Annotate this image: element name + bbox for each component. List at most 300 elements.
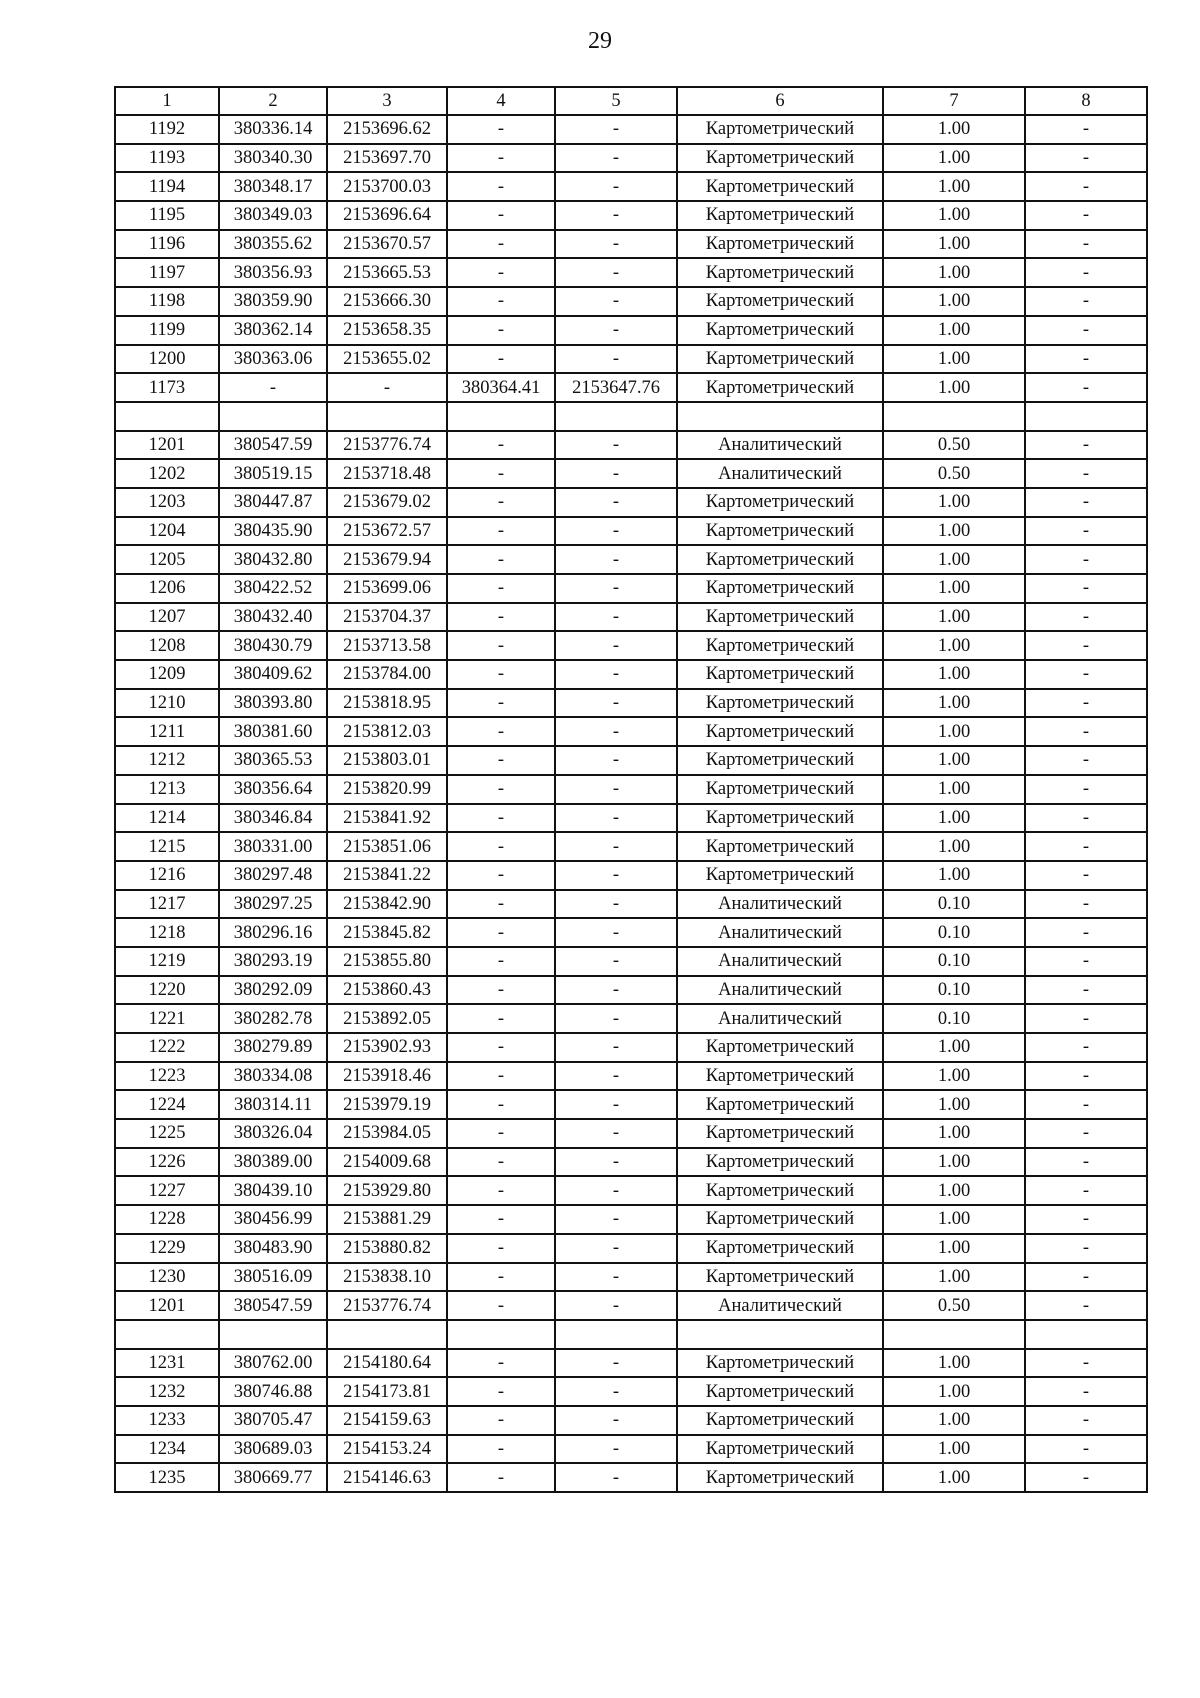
y-coordinate-cell: 2153842.90 [327, 890, 447, 919]
x-coordinate-cell: 380547.59 [219, 1291, 327, 1320]
x-coordinate-cell [219, 402, 327, 431]
determination-method-cell: Картометрический [677, 1119, 883, 1148]
y-coordinate-alt-cell: - [555, 1148, 677, 1177]
point-number-cell: 1228 [115, 1205, 219, 1234]
x-coordinate-alt-cell: - [447, 172, 555, 201]
table-row [115, 631, 1147, 660]
x-coordinate-cell: 380296.16 [219, 918, 327, 947]
x-coordinate-cell: 380363.06 [219, 345, 327, 374]
x-coordinate-alt-cell: - [447, 201, 555, 230]
note-cell: - [1025, 1062, 1147, 1091]
determination-method-cell: Аналитический [677, 947, 883, 976]
x-coordinate-alt-cell: - [447, 947, 555, 976]
y-coordinate-cell: 2153776.74 [327, 1291, 447, 1320]
determination-method-cell: Картометрический [677, 1406, 883, 1435]
note-cell: - [1025, 345, 1147, 374]
point-number-cell: 1222 [115, 1033, 219, 1062]
table-row [115, 746, 1147, 775]
y-coordinate-alt-cell: - [555, 804, 677, 833]
point-number-cell: 1220 [115, 976, 219, 1005]
determination-method-cell: Картометрический [677, 1435, 883, 1464]
y-coordinate-cell: 2153803.01 [327, 746, 447, 775]
table-row [115, 689, 1147, 718]
y-coordinate-alt-cell: - [555, 144, 677, 173]
y-coordinate-cell: 2153679.02 [327, 488, 447, 517]
note-cell: - [1025, 574, 1147, 603]
point-number-cell: 1233 [115, 1406, 219, 1435]
table-row [115, 1119, 1147, 1148]
column-header-2: 2 [219, 87, 327, 115]
y-coordinate-cell: 2153699.06 [327, 574, 447, 603]
coordinates-table [114, 86, 1148, 1493]
determination-method-cell: Картометрический [677, 488, 883, 517]
point-number-cell: 1214 [115, 804, 219, 833]
x-coordinate-cell: 380669.77 [219, 1463, 327, 1492]
accuracy-cell: 1.00 [883, 717, 1025, 746]
y-coordinate-alt-cell: - [555, 258, 677, 287]
y-coordinate-alt-cell: - [555, 603, 677, 632]
table-row [115, 1033, 1147, 1062]
point-number-cell: 1230 [115, 1263, 219, 1292]
table-row [115, 201, 1147, 230]
x-coordinate-alt-cell: - [447, 689, 555, 718]
determination-method-cell: Картометрический [677, 1062, 883, 1091]
x-coordinate-alt-cell: - [447, 545, 555, 574]
y-coordinate-cell: 2153845.82 [327, 918, 447, 947]
note-cell: - [1025, 517, 1147, 546]
x-coordinate-alt-cell: - [447, 1062, 555, 1091]
determination-method-cell: Картометрический [677, 1148, 883, 1177]
x-coordinate-cell: 380336.14 [219, 115, 327, 144]
note-cell: - [1025, 832, 1147, 861]
note-cell: - [1025, 890, 1147, 919]
note-cell: - [1025, 316, 1147, 345]
y-coordinate-alt-cell: - [555, 172, 677, 201]
y-coordinate-cell: 2153979.19 [327, 1090, 447, 1119]
accuracy-cell: 1.00 [883, 1263, 1025, 1292]
y-coordinate-cell: 2153776.74 [327, 431, 447, 460]
y-coordinate-cell: 2153679.94 [327, 545, 447, 574]
point-number-cell: 1195 [115, 201, 219, 230]
note-cell: - [1025, 1148, 1147, 1177]
accuracy-cell: 1.00 [883, 488, 1025, 517]
table-row [115, 603, 1147, 632]
x-coordinate-alt-cell: - [447, 660, 555, 689]
x-coordinate-alt-cell: - [447, 1377, 555, 1406]
x-coordinate-cell: 380279.89 [219, 1033, 327, 1062]
x-coordinate-alt-cell: - [447, 1291, 555, 1320]
note-cell: - [1025, 717, 1147, 746]
determination-method-cell: Аналитический [677, 890, 883, 919]
note-cell: - [1025, 459, 1147, 488]
y-coordinate-cell: 2153713.58 [327, 631, 447, 660]
y-coordinate-cell: 2154159.63 [327, 1406, 447, 1435]
table-row [115, 660, 1147, 689]
separator-row [115, 402, 1147, 431]
x-coordinate-cell: 380297.48 [219, 861, 327, 890]
table-row [115, 804, 1147, 833]
note-cell: - [1025, 431, 1147, 460]
x-coordinate-alt-cell: - [447, 976, 555, 1005]
y-coordinate-alt-cell: - [555, 488, 677, 517]
y-coordinate-alt-cell: - [555, 717, 677, 746]
point-number-cell: 1198 [115, 287, 219, 316]
accuracy-cell: 1.00 [883, 345, 1025, 374]
accuracy-cell: 1.00 [883, 287, 1025, 316]
x-coordinate-alt-cell: - [447, 258, 555, 287]
accuracy-cell: 1.00 [883, 631, 1025, 660]
determination-method-cell: Картометрический [677, 373, 883, 402]
x-coordinate-alt-cell [447, 1320, 555, 1349]
table-row [115, 717, 1147, 746]
x-coordinate-alt-cell: - [447, 345, 555, 374]
note-cell: - [1025, 1004, 1147, 1033]
x-coordinate-cell: 380432.40 [219, 603, 327, 632]
note-cell: - [1025, 230, 1147, 259]
header-row [115, 87, 1147, 115]
x-coordinate-cell: 380409.62 [219, 660, 327, 689]
determination-method-cell: Картометрический [677, 603, 883, 632]
point-number-cell: 1225 [115, 1119, 219, 1148]
x-coordinate-cell: 380389.00 [219, 1148, 327, 1177]
x-coordinate-alt-cell: - [447, 804, 555, 833]
accuracy-cell: 1.00 [883, 258, 1025, 287]
x-coordinate-cell: 380762.00 [219, 1349, 327, 1378]
table-row [115, 545, 1147, 574]
accuracy-cell: 1.00 [883, 316, 1025, 345]
table-row [115, 316, 1147, 345]
note-cell: - [1025, 631, 1147, 660]
table-row [115, 832, 1147, 861]
accuracy-cell [883, 1320, 1025, 1349]
x-coordinate-alt-cell: - [447, 775, 555, 804]
x-coordinate-cell: 380362.14 [219, 316, 327, 345]
table-row [115, 861, 1147, 890]
accuracy-cell: 1.00 [883, 517, 1025, 546]
note-cell: - [1025, 144, 1147, 173]
y-coordinate-alt-cell: - [555, 230, 677, 259]
x-coordinate-cell: 380422.52 [219, 574, 327, 603]
column-header-7: 7 [883, 87, 1025, 115]
y-coordinate-cell: 2154180.64 [327, 1349, 447, 1378]
x-coordinate-cell: 380435.90 [219, 517, 327, 546]
y-coordinate-alt-cell: - [555, 1176, 677, 1205]
determination-method-cell: Картометрический [677, 1176, 883, 1205]
point-number-cell: 1229 [115, 1234, 219, 1263]
accuracy-cell: 1.00 [883, 1349, 1025, 1378]
note-cell: - [1025, 1463, 1147, 1492]
y-coordinate-cell: 2153851.06 [327, 832, 447, 861]
y-coordinate-cell [327, 402, 447, 431]
column-header-3: 3 [327, 87, 447, 115]
note-cell: - [1025, 1234, 1147, 1263]
table-row [115, 1234, 1147, 1263]
y-coordinate-cell: 2153929.80 [327, 1176, 447, 1205]
accuracy-cell: 1.00 [883, 1205, 1025, 1234]
y-coordinate-cell: 2153855.80 [327, 947, 447, 976]
x-coordinate-alt-cell: - [447, 1148, 555, 1177]
accuracy-cell: 1.00 [883, 775, 1025, 804]
x-coordinate-cell: 380689.03 [219, 1435, 327, 1464]
note-cell: - [1025, 545, 1147, 574]
column-header-6: 6 [677, 87, 883, 115]
accuracy-cell: 1.00 [883, 1406, 1025, 1435]
point-number-cell: 1231 [115, 1349, 219, 1378]
x-coordinate-cell: 380334.08 [219, 1062, 327, 1091]
accuracy-cell: 1.00 [883, 1377, 1025, 1406]
x-coordinate-alt-cell: - [447, 861, 555, 890]
accuracy-cell: 1.00 [883, 832, 1025, 861]
determination-method-cell: Картометрический [677, 631, 883, 660]
column-header-8: 8 [1025, 87, 1147, 115]
note-cell: - [1025, 1349, 1147, 1378]
x-coordinate-alt-cell: - [447, 1406, 555, 1435]
point-number-cell: 1201 [115, 431, 219, 460]
y-coordinate-alt-cell: - [555, 1349, 677, 1378]
table-row [115, 287, 1147, 316]
point-number-cell: 1199 [115, 316, 219, 345]
x-coordinate-alt-cell: - [447, 1435, 555, 1464]
note-cell: - [1025, 746, 1147, 775]
accuracy-cell: 1.00 [883, 1090, 1025, 1119]
x-coordinate-alt-cell: - [447, 1263, 555, 1292]
x-coordinate-cell: 380359.90 [219, 287, 327, 316]
x-coordinate-cell: 380356.93 [219, 258, 327, 287]
x-coordinate-alt-cell: - [447, 603, 555, 632]
table-row [115, 1062, 1147, 1091]
point-number-cell: 1235 [115, 1463, 219, 1492]
y-coordinate-alt-cell: - [555, 1234, 677, 1263]
y-coordinate-cell: 2153838.10 [327, 1263, 447, 1292]
x-coordinate-alt-cell: - [447, 631, 555, 660]
y-coordinate-cell: 2154173.81 [327, 1377, 447, 1406]
note-cell: - [1025, 689, 1147, 718]
column-header-1: 1 [115, 87, 219, 115]
y-coordinate-alt-cell: - [555, 517, 677, 546]
determination-method-cell: Картометрический [677, 1349, 883, 1378]
x-coordinate-cell: 380432.80 [219, 545, 327, 574]
point-number-cell: 1206 [115, 574, 219, 603]
determination-method-cell [677, 1320, 883, 1349]
table-row [115, 144, 1147, 173]
accuracy-cell: 1.00 [883, 660, 1025, 689]
x-coordinate-cell: 380516.09 [219, 1263, 327, 1292]
x-coordinate-cell: 380456.99 [219, 1205, 327, 1234]
note-cell: - [1025, 488, 1147, 517]
x-coordinate-alt-cell: - [447, 1033, 555, 1062]
accuracy-cell: 1.00 [883, 689, 1025, 718]
accuracy-cell: 1.00 [883, 861, 1025, 890]
y-coordinate-cell: 2153696.64 [327, 201, 447, 230]
x-coordinate-alt-cell: - [447, 316, 555, 345]
point-number-cell: 1234 [115, 1435, 219, 1464]
y-coordinate-cell: 2153984.05 [327, 1119, 447, 1148]
note-cell: - [1025, 1291, 1147, 1320]
x-coordinate-alt-cell: - [447, 1090, 555, 1119]
accuracy-cell: 1.00 [883, 230, 1025, 259]
x-coordinate-alt-cell: - [447, 918, 555, 947]
point-number-cell: 1211 [115, 717, 219, 746]
x-coordinate-alt-cell: - [447, 115, 555, 144]
point-number-cell: 1193 [115, 144, 219, 173]
y-coordinate-cell: 2154153.24 [327, 1435, 447, 1464]
accuracy-cell: 1.00 [883, 574, 1025, 603]
determination-method-cell: Картометрический [677, 545, 883, 574]
y-coordinate-alt-cell [555, 1320, 677, 1349]
y-coordinate-alt-cell: - [555, 545, 677, 574]
y-coordinate-cell: 2153860.43 [327, 976, 447, 1005]
accuracy-cell: 1.00 [883, 804, 1025, 833]
y-coordinate-alt-cell: - [555, 660, 677, 689]
accuracy-cell: 0.10 [883, 918, 1025, 947]
accuracy-cell: 1.00 [883, 201, 1025, 230]
x-coordinate-alt-cell: - [447, 488, 555, 517]
x-coordinate-alt-cell: - [447, 144, 555, 173]
note-cell: - [1025, 918, 1147, 947]
x-coordinate-cell: 380355.62 [219, 230, 327, 259]
determination-method-cell: Картометрический [677, 1377, 883, 1406]
y-coordinate-alt-cell: - [555, 1004, 677, 1033]
x-coordinate-cell: 380292.09 [219, 976, 327, 1005]
y-coordinate-alt-cell: 2153647.76 [555, 373, 677, 402]
x-coordinate-cell: 380483.90 [219, 1234, 327, 1263]
y-coordinate-cell: 2153665.53 [327, 258, 447, 287]
y-coordinate-alt-cell: - [555, 1377, 677, 1406]
y-coordinate-cell: 2153820.99 [327, 775, 447, 804]
accuracy-cell: 1.00 [883, 1119, 1025, 1148]
note-cell: - [1025, 775, 1147, 804]
point-number-cell: 1224 [115, 1090, 219, 1119]
y-coordinate-alt-cell: - [555, 1119, 677, 1148]
point-number-cell: 1202 [115, 459, 219, 488]
table-row [115, 230, 1147, 259]
y-coordinate-alt-cell: - [555, 890, 677, 919]
table-row [115, 172, 1147, 201]
x-coordinate-alt-cell: - [447, 1176, 555, 1205]
y-coordinate-cell: 2153658.35 [327, 316, 447, 345]
y-coordinate-alt-cell: - [555, 1062, 677, 1091]
accuracy-cell: 0.50 [883, 1291, 1025, 1320]
x-coordinate-alt-cell: - [447, 1234, 555, 1263]
y-coordinate-alt-cell: - [555, 1033, 677, 1062]
determination-method-cell: Аналитический [677, 431, 883, 460]
y-coordinate-cell: 2153818.95 [327, 689, 447, 718]
point-number-cell [115, 402, 219, 431]
y-coordinate-cell: 2153666.30 [327, 287, 447, 316]
accuracy-cell: 0.10 [883, 1004, 1025, 1033]
accuracy-cell: 1.00 [883, 746, 1025, 775]
x-coordinate-alt-cell: - [447, 746, 555, 775]
y-coordinate-cell: 2153696.62 [327, 115, 447, 144]
y-coordinate-cell: 2153812.03 [327, 717, 447, 746]
accuracy-cell [883, 402, 1025, 431]
point-number-cell: 1212 [115, 746, 219, 775]
point-number-cell: 1192 [115, 115, 219, 144]
table-row [115, 890, 1147, 919]
point-number-cell: 1219 [115, 947, 219, 976]
determination-method-cell: Аналитический [677, 918, 883, 947]
determination-method-cell: Аналитический [677, 459, 883, 488]
point-number-cell: 1217 [115, 890, 219, 919]
accuracy-cell: 0.50 [883, 459, 1025, 488]
y-coordinate-cell: 2153841.22 [327, 861, 447, 890]
x-coordinate-alt-cell: 380364.41 [447, 373, 555, 402]
accuracy-cell: 1.00 [883, 115, 1025, 144]
note-cell: - [1025, 1263, 1147, 1292]
table-row [115, 1435, 1147, 1464]
x-coordinate-cell: 380282.78 [219, 1004, 327, 1033]
point-number-cell: 1203 [115, 488, 219, 517]
y-coordinate-alt-cell: - [555, 861, 677, 890]
x-coordinate-cell: 380293.19 [219, 947, 327, 976]
table-body [115, 115, 1147, 1492]
accuracy-cell: 1.00 [883, 1234, 1025, 1263]
note-cell: - [1025, 660, 1147, 689]
determination-method-cell: Картометрический [677, 1234, 883, 1263]
x-coordinate-cell: 380705.47 [219, 1406, 327, 1435]
table-row [115, 345, 1147, 374]
determination-method-cell: Аналитический [677, 1291, 883, 1320]
determination-method-cell: Картометрический [677, 201, 883, 230]
table-row [115, 1148, 1147, 1177]
determination-method-cell: Картометрический [677, 660, 883, 689]
point-number-cell: 1196 [115, 230, 219, 259]
x-coordinate-alt-cell: - [447, 1004, 555, 1033]
table-row [115, 373, 1147, 402]
y-coordinate-cell: 2153892.05 [327, 1004, 447, 1033]
point-number-cell: 1221 [115, 1004, 219, 1033]
x-coordinate-cell: 380326.04 [219, 1119, 327, 1148]
y-coordinate-alt-cell: - [555, 918, 677, 947]
x-coordinate-cell: 380430.79 [219, 631, 327, 660]
x-coordinate-alt-cell: - [447, 1119, 555, 1148]
point-number-cell: 1204 [115, 517, 219, 546]
x-coordinate-alt-cell: - [447, 287, 555, 316]
determination-method-cell: Картометрический [677, 689, 883, 718]
y-coordinate-alt-cell: - [555, 345, 677, 374]
point-number-cell: 1208 [115, 631, 219, 660]
x-coordinate-cell: 380381.60 [219, 717, 327, 746]
y-coordinate-cell: 2154009.68 [327, 1148, 447, 1177]
point-number-cell: 1216 [115, 861, 219, 890]
note-cell: - [1025, 1090, 1147, 1119]
x-coordinate-alt-cell: - [447, 890, 555, 919]
y-coordinate-alt-cell: - [555, 1435, 677, 1464]
note-cell: - [1025, 1406, 1147, 1435]
x-coordinate-alt-cell: - [447, 230, 555, 259]
table-row [115, 1263, 1147, 1292]
y-coordinate-alt-cell: - [555, 1090, 677, 1119]
y-coordinate-cell: 2153918.46 [327, 1062, 447, 1091]
note-cell: - [1025, 115, 1147, 144]
x-coordinate-alt-cell: - [447, 1463, 555, 1492]
accuracy-cell: 1.00 [883, 1062, 1025, 1091]
point-number-cell: 1209 [115, 660, 219, 689]
separator-row [115, 1320, 1147, 1349]
table-row [115, 976, 1147, 1005]
x-coordinate-alt-cell: - [447, 574, 555, 603]
determination-method-cell: Картометрический [677, 172, 883, 201]
x-coordinate-cell: 380447.87 [219, 488, 327, 517]
table-row [115, 1090, 1147, 1119]
y-coordinate-alt-cell: - [555, 316, 677, 345]
note-cell [1025, 1320, 1147, 1349]
y-coordinate-alt-cell: - [555, 689, 677, 718]
determination-method-cell [677, 402, 883, 431]
point-number-cell: 1223 [115, 1062, 219, 1091]
y-coordinate-cell: 2153718.48 [327, 459, 447, 488]
point-number-cell: 1227 [115, 1176, 219, 1205]
